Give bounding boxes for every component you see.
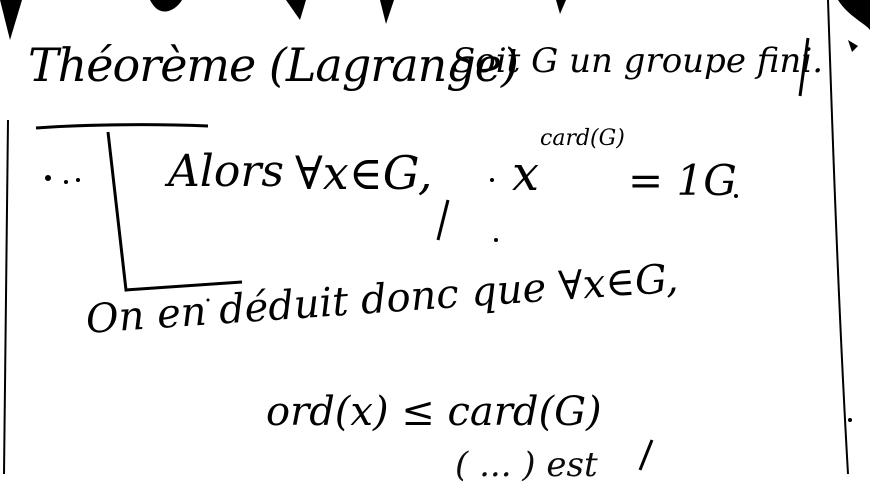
ink-speck — [490, 178, 494, 182]
power-base: x — [512, 146, 540, 202]
top-smudge — [556, 0, 566, 14]
deduction-text: On en déduit donc que ∀x∈G, — [84, 255, 680, 343]
title-underline — [36, 125, 208, 128]
ink-speck — [848, 418, 852, 422]
cut-off-line: ( ... ) est — [455, 445, 598, 485]
power-exponent: card(G) — [540, 126, 625, 151]
top-smudge — [838, 0, 870, 30]
bottom-stroke — [640, 440, 652, 470]
alors-text: Alors — [168, 146, 284, 197]
order-inequality: ord(x) ≤ card(G) — [266, 389, 602, 435]
right-border-line — [828, 0, 848, 474]
theorem-title: Théorème (Lagrange) — [28, 38, 518, 92]
ink-speck — [64, 180, 68, 184]
top-smudge — [0, 0, 22, 40]
comma-stroke — [438, 200, 448, 240]
top-smudge — [380, 0, 394, 24]
top-smudge — [150, 0, 182, 12]
top-smudge — [286, 0, 306, 20]
equals-identity: = 1G — [628, 156, 737, 205]
left-border-line — [4, 120, 8, 474]
quantifier-text: ∀x∈G, — [295, 146, 433, 200]
ink-speck — [76, 178, 80, 182]
ink-speck — [45, 175, 51, 181]
top-smudge — [848, 40, 858, 52]
ink-speck — [494, 238, 498, 242]
hypothesis-text: Soit G un groupe fini. — [452, 41, 824, 81]
